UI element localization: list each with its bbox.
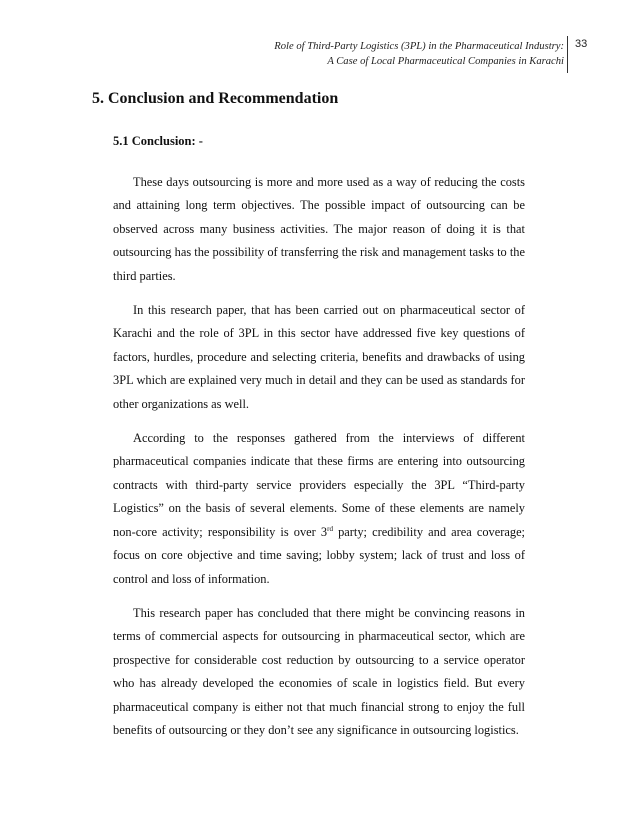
page-number: 33 [575, 38, 588, 50]
paragraph-4: This research paper has concluded that there might be convincing reasons in terms of commercial aspects for outsourcing in pharmaceutical sector, which are prospective for considerable cost reduction by outsourcing to a service operator who has already developed the economies of scale in logistics field. But every pharmaceutical company is either not that much financial strong to enjoy the full benefits of outsourcing or they don’t see any significance in outsourcing logistics. [113, 605, 525, 737]
header-title-line-2: A Case of Local Pharmaceutical Companies in Karachi [327, 56, 564, 67]
section-title: 5. Conclusion and Recommendation [92, 90, 339, 107]
paragraph-1: These days outsourcing is more and more used as a way of reducing the costs and attaining long term objectives. The possible impact of outsourcing can be observed across many business activities. The major reason of doing it is that outsourcing has the possibility of transferring the risk and management tasks to the third parties. [113, 175, 525, 283]
ordinal-superscript: rd [327, 524, 333, 533]
paragraph-3-text-b: party; credibility and area coverage; focus on core objective and time saving; lobby system; lack of trust and loss of control and loss of information. [113, 524, 526, 586]
paragraph-3 [113, 427, 525, 591]
header-divider [567, 36, 568, 73]
running-header [274, 39, 564, 69]
conclusion-body [113, 171, 525, 753]
header-title-line-1: Role of Third-Party Logistics (3PL) in the Pharmaceutical Industry: [274, 41, 564, 52]
paragraph-2: In this research paper, that has been carried out on pharmaceutical sector of Karachi and the role of 3PL in this sector have addressed five key questions of factors, hurdles, procedure and selecting criteria, benefits and drawbacks of using 3PL which are explained very much in detail and they can be used as standards for other organizations as well. [113, 303, 525, 411]
paragraph-3-text-a: According to the responses gathered from the interviews of different pharmaceutical companies indicate that these firms are entering into outsourcing contracts with third-party service providers especially the 3PL “Third-party Logistics” on the basis of several elements. Some of these elements are namely non-core activity; responsibility is over 3 [113, 431, 525, 539]
subsection-title: 5.1 Conclusion: - [113, 134, 203, 148]
